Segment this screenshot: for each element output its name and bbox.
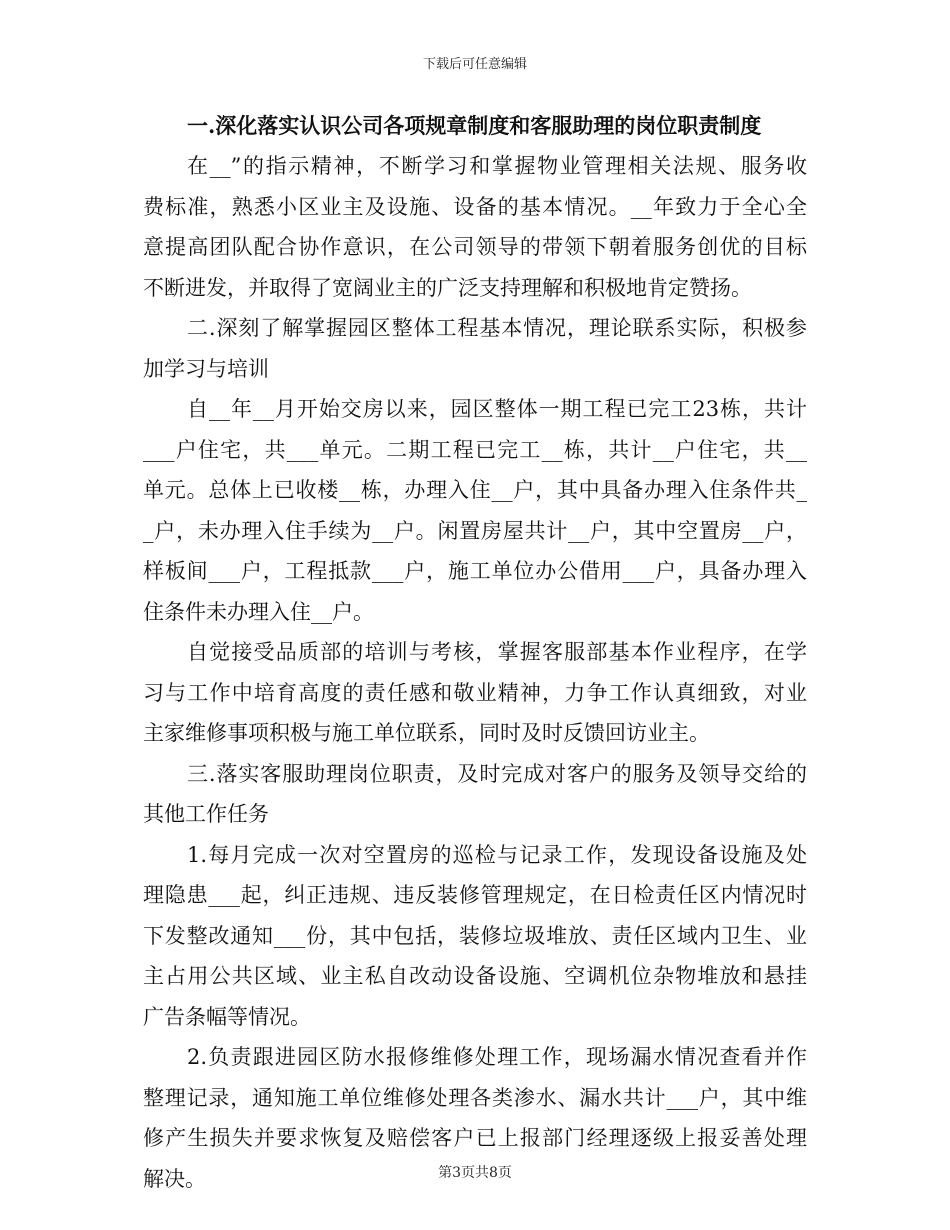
text-line: 1.每月完成一次对空置房的巡检与记录工作，发现设备设施及处 [187, 842, 807, 867]
section-title: 一.深化落实认识公司各项规章制度和客服助理的岗位职责制度 [187, 113, 762, 138]
text-line: 样板间___户，工程抵款___户，施工单位办公借用___户，具备办理入 [143, 559, 807, 583]
page-footer: 第3页共8页 [438, 1165, 512, 1181]
text-line: 加学习与培训 [143, 356, 269, 381]
text-line: 理隐患___起，纠正违规、违反装修管理规定，在日检责任区内情况时 [143, 883, 807, 907]
text-line: 整理记录，通知施工单位维修处理各类渗水、漏水共计___户，其中维 [143, 1085, 807, 1110]
text-line: 单元。总体上已收楼__栋，办理入住__户，其中具备办理入住条件共_ [143, 478, 807, 502]
page-header: 下载后可任意编辑 [422, 57, 527, 72]
text-line: _户，未办理入住手续为__户。闲置房屋共计__户，其中空置房__户， [143, 518, 807, 543]
text-line: 自__年__月开始交房以来，园区整体一期工程已完工23栋，共计 [187, 397, 807, 421]
text-line: 不断进发，并取得了宽阔业主的广泛支持理解和积极地肯定赞扬。 [143, 275, 752, 300]
text-line: 习与工作中培育高度的责任感和敬业精神，力争工作认真细致，对业 [143, 680, 807, 705]
text-line: 自觉接受品质部的培训与考核，掌握客服部基本作业程序，在学 [187, 640, 807, 664]
text-line: 二.深刻了解掌握园区整体工程基本情况，理论联系实际，积极参 [187, 316, 807, 340]
text-line: 三.落实客服助理岗位职责，及时完成对客户的服务及领导交给的 [187, 761, 807, 786]
text-line: 2.负责跟进园区防水报修维修处理工作，现场漏水情况查看并作 [187, 1045, 807, 1069]
text-line: 费标准，熟悉小区业主及设施、设备的基本情况。__年致力于全心全 [143, 194, 807, 219]
paragraph-lines [143, 146, 807, 1199]
text-line: 广告条幅等情况。 [143, 1004, 311, 1029]
text-line: 住条件未办理入住__户。 [143, 599, 374, 624]
text-line: 其他工作任务 [143, 802, 269, 826]
text-line: 修产生损失并要求恢复及赔偿客户已上报部门经理逐级上报妥善处理 [143, 1126, 807, 1150]
text-line: ___户住宅，共___单元。二期工程已完工__栋，共计__户住宅，共__ [143, 437, 807, 462]
text-line: 主家维修事项积极与施工单位联系，同时及时反馈回访业主。 [143, 721, 710, 745]
text-line: 解决。 [143, 1166, 206, 1191]
document-body [143, 106, 807, 1199]
text-line: 主占用公共区域、业主私自改动设备设施、空调机位杂物堆放和悬挂 [143, 964, 807, 988]
text-line: 在__”的指示精神，不断学习和掌握物业管理相关法规、服务收 [187, 154, 807, 178]
text-line: 意提高团队配合协作意识，在公司领导的带领下朝着服务创优的目标 [143, 235, 807, 259]
text-line: 下发整改通知___份，其中包括，装修垃圾堆放、责任区域内卫生、业 [143, 923, 807, 948]
